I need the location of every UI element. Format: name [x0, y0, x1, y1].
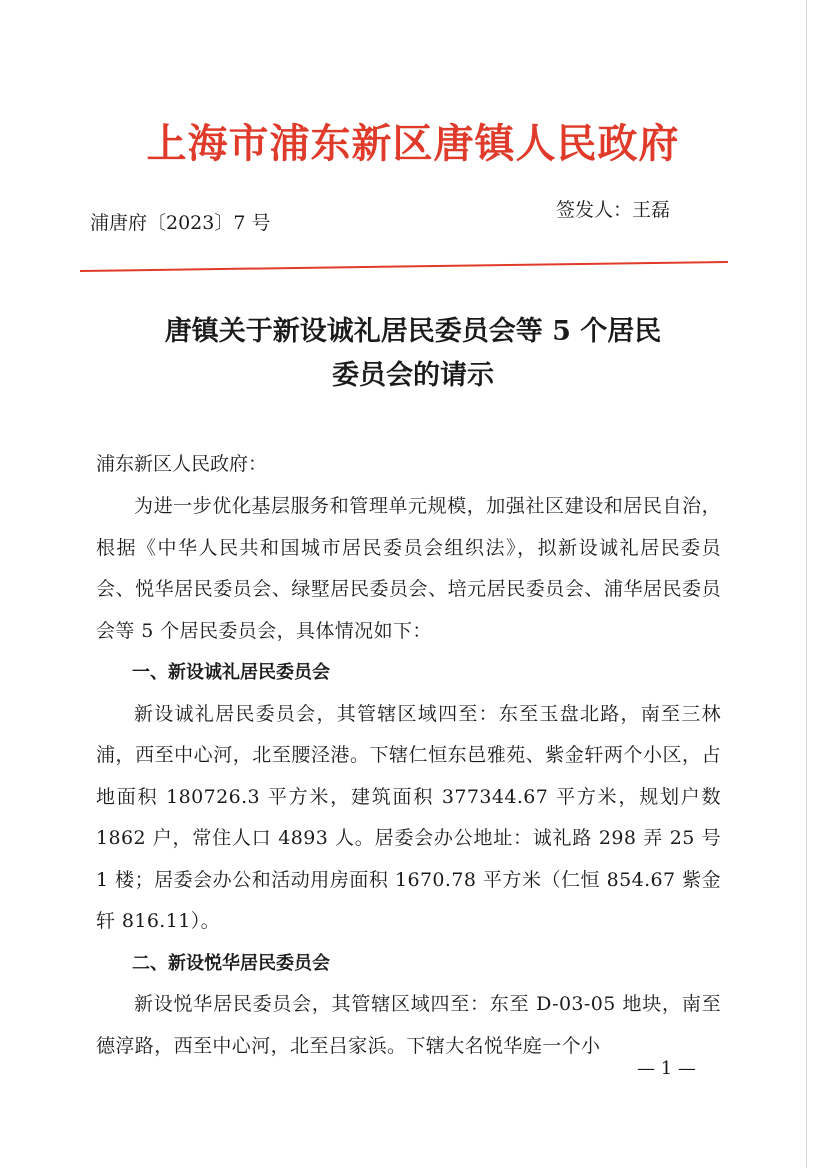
document-title — [0, 310, 826, 398]
section-1-heading: 一、新设诚礼居民委员会 — [132, 662, 330, 683]
page-number: — 1 — — [637, 1058, 696, 1079]
document-title-line-1: 唐镇关于新设诚礼居民委员会等 5 个居民 — [164, 316, 662, 347]
section-2-paragraph: 新设悦华居民委员会，其管辖区域四至：东至 D-03-05 地块，南至德淳路，西至中心河，北至吕家浜。下辖大名悦华庭一个小 — [96, 993, 721, 1057]
scan-edge-line — [806, 0, 807, 1168]
signer: 签发人：王磊 — [556, 199, 671, 221]
addressee: 浦东新区人民政府： — [96, 453, 268, 475]
red-divider-line — [80, 261, 728, 272]
intro-paragraph: 为进一步优化基层服务和管理单元规模，加强社区建设和居民自治，根据《中华人民共和国城市居民委员会组织法》，拟新设诚礼居民委员会、悦华居民委员会、绿墅居民委员会、培元居民委员会、浦华居民委员会等 5 个居民委员会，具体情况如下： — [96, 495, 721, 642]
document-title-line-2: 委员会的请示 — [332, 360, 494, 391]
document-number: 浦唐府〔2023〕7 号 — [90, 212, 271, 234]
section-1-paragraph: 新设诚礼居民委员会，其管辖区域四至：东至玉盘北路，南至三林浦，西至中心河，北至腰泾港。下辖仁恒东邑雅苑、紫金轩两个小区，占地面积 180726.3 平方米，建筑面积 377344.67 平方米，规划户数 1862 户，常住人口 4893 人。居委会办公地址：诚礼路 298 弄 25 号 1 楼；居委会办公和活动用房面积 1670.78 平方米（仁恒 854.67 紫金轩 816.11）。 — [96, 702, 721, 932]
section-2-heading: 二、新设悦华居民委员会 — [132, 952, 330, 974]
document-body — [96, 486, 721, 1067]
issuing-authority-title: 上海市浦东新区唐镇人民政府 — [146, 120, 680, 167]
